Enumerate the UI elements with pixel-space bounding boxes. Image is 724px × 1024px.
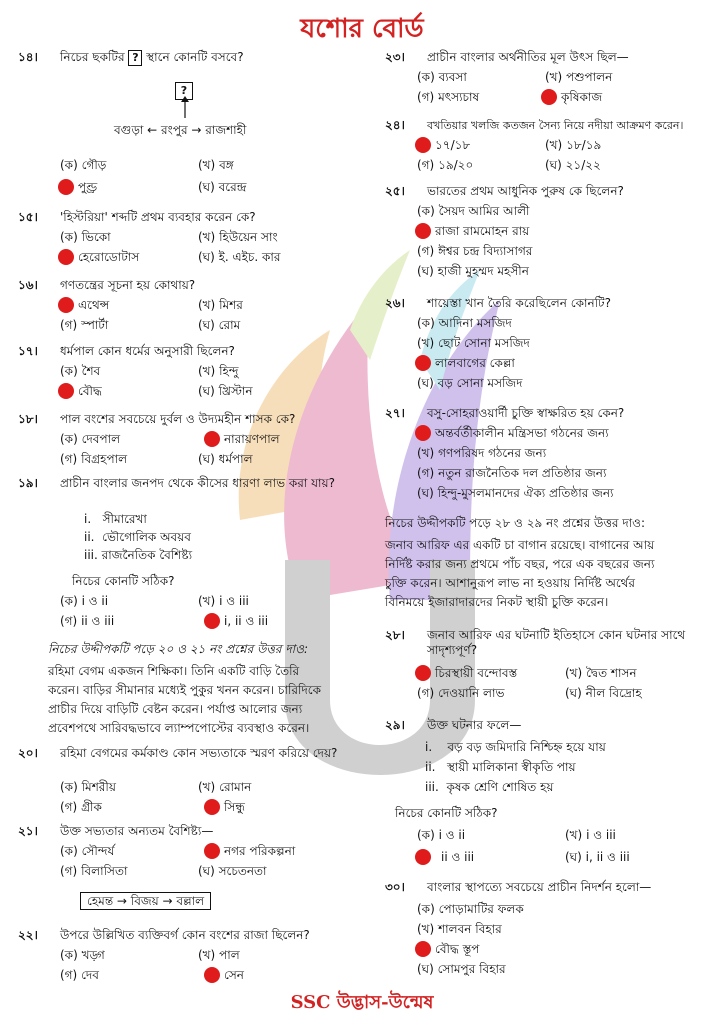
option: (গ) মৎস্যচাষ — [417, 90, 480, 104]
option: (ঘ) বরেন্দ্র — [198, 180, 247, 194]
question-number: ২৩। — [385, 50, 405, 64]
question-text: বাংলার স্থাপত্যে সবচেয়ে প্রাচীন নিদর্শন হলো— — [427, 880, 652, 894]
question-number: ১৬। — [18, 278, 38, 292]
question-text: প্রাচীন বাংলার অর্থনীতির মূল উৎস ছিল— — [427, 50, 629, 64]
question-text: প্রাচীন বাংলার জনপদ থেকে কীসের ধারণা লাভ করা যায়? — [60, 476, 335, 490]
option: (ক) দেবপাল — [60, 432, 121, 446]
option: (ক) সৌন্দর্য — [60, 844, 115, 858]
option: (গ) বিগ্রহপাল — [60, 452, 128, 466]
option: (গ) ঈশ্বর চন্দ্র বিদ্যাসাগর — [417, 244, 533, 258]
option: (ক) গৌড় — [60, 158, 107, 172]
option-answer: বৌদ্ধ স্তূপ — [435, 942, 480, 956]
question-mark-box: ? — [128, 50, 142, 66]
statement-item: iii. কৃষক শ্রেণি শোষিত হয় — [425, 780, 554, 794]
question-text: 'হিস্টরিয়া' শব্দটি প্রথম ব্যবহার করেন কে? — [60, 210, 256, 224]
answer-marker — [415, 223, 431, 239]
option: (ঘ) রোম — [198, 318, 241, 332]
answer-marker — [415, 425, 431, 441]
option-answer: কৃষিকাজ — [561, 90, 603, 104]
option: (ক) মিশরীয় — [60, 780, 116, 794]
question-number: ৩০। — [385, 880, 405, 894]
option: (ঘ) সোমপুর বিহার — [417, 962, 506, 976]
option: (গ) স্পার্টা — [60, 318, 109, 332]
option-answer: সিন্ধু — [224, 800, 245, 814]
option: (ক) i ও ii — [60, 594, 109, 608]
option-answer: i, ii ও iii — [224, 614, 269, 628]
option-answer: বৌদ্ধ — [78, 384, 102, 398]
page-title: যশোর বোর্ড — [300, 14, 424, 44]
question-text: গণতন্ত্রের সূচনা হয় কোথায়? — [60, 278, 196, 292]
question-number: ২৮। — [385, 628, 405, 642]
option: (ঘ) ধর্মপাল — [198, 452, 253, 466]
answer-marker — [415, 355, 431, 371]
stimulus-heading: নিচের উদ্দীপকটি পড়ে ২৮ ও ২৯ নং প্রশ্নের উত্তর দাও: — [385, 516, 645, 530]
option: (ঘ) ই. এইচ. কার — [198, 250, 281, 264]
option: (ক) আদিনা মসজিদ — [417, 316, 512, 330]
diagram-arrow — [18, 50, 363, 170]
diagram-chain: বগুড়া ← রংপুর → রাজশাহী — [114, 123, 247, 137]
answer-marker — [415, 137, 431, 153]
option-answer: সেন — [224, 968, 244, 982]
question-text: নিচের ছকটির ? স্থানে কোনটি বসবে? — [60, 50, 244, 64]
question-text: ধর্মপাল কোন ধর্মের অনুসারী ছিলেন? — [60, 344, 235, 358]
question-number: ১৯। — [18, 476, 38, 490]
option: (খ) বঙ্গ — [198, 158, 234, 172]
option: (খ) ১৮/১৯ — [545, 138, 602, 152]
option: (খ) মিশর — [198, 298, 243, 312]
option: (ঘ) বড় সোনা মসজিদ — [417, 376, 523, 390]
option: (ঘ) i, ii ও iii — [565, 850, 630, 864]
option: (ঘ) নীল বিদ্রোহ — [565, 686, 642, 700]
option: (খ) গণপরিষদ গঠনের জন্য — [417, 446, 547, 460]
answer-marker — [204, 431, 220, 447]
question-text: উক্ত সভ্যতার অন্যতম বৈশিষ্ট্য— — [60, 824, 214, 838]
question-text: রহিমা বেগমের কর্মকাণ্ড কোন সভ্যতাকে স্মরণ করিয়ে দেয়? — [60, 746, 338, 760]
question-number: ১৭। — [18, 344, 38, 358]
prompt-text: নিচের কোনটি সঠিক? — [395, 806, 498, 820]
answer-marker — [58, 297, 74, 313]
question-text: উপরে উল্লিখিত ব্যক্তিবর্গ কোন বংশের রাজা ছিলেন? — [60, 928, 310, 942]
question-number: ২৬। — [385, 296, 405, 310]
answer-marker — [58, 249, 74, 265]
option: (গ) ১৯/২০ — [417, 158, 474, 172]
option-answer: লালবাগের কেল্লা — [435, 356, 515, 370]
question-number: ২৯। — [385, 718, 405, 732]
option-answer: নগর পরিকল্পনা — [224, 844, 296, 858]
option: (ক) সৈয়দ আমির আলী — [417, 204, 530, 218]
option: (ক) খড়্গ — [60, 948, 105, 962]
question-text: জনাব আরিফ এর ঘটনাটি ইতিহাসে কোন ঘটনার সাথে সাদৃশ্যপূর্ণ? — [427, 628, 686, 657]
question-number: ১৮। — [18, 412, 38, 426]
answer-marker — [415, 849, 431, 865]
answer-marker — [415, 665, 431, 681]
option-answer: পুণ্ড্র — [78, 180, 98, 194]
question-number: ২৫। — [385, 184, 405, 198]
option: (গ) ii ও iii — [60, 614, 115, 628]
option: (খ) পশুপালন — [545, 70, 613, 84]
statement-item: ii. ভৌগোলিক অবয়ব — [84, 530, 191, 544]
option: (গ) নতুন রাজনৈতিক দল প্রতিষ্ঠার জন্য — [417, 466, 607, 480]
question-number: ২১। — [18, 824, 38, 838]
option: (ঘ) ২১/২২ — [545, 158, 601, 172]
answer-marker — [415, 941, 431, 957]
statement-item: i. বড় বড় জমিদারি নিশ্চিহ্ন হয়ে যায় — [425, 740, 606, 754]
option-answer: অন্তর্বর্তীকালীন মন্ত্রিসভা গঠনের জন্য — [435, 426, 609, 440]
option: (ক) শৈব — [60, 364, 101, 378]
option-answer: ii ও iii — [441, 850, 475, 864]
question-number: ২০। — [18, 746, 38, 760]
stimulus-paragraph: জনাব আরিফ এর একটি চা বাগান রয়েছে। বাগানের আয় নির্দিষ্ট করার জন্য প্রথমে পাঁচ বছর, পরে এক বছরের জন্য চুক্তি করেন। আশানুরূপ লাভ না হওয়ায় নির্দিষ্ট অর্থের বিনিময়ে ইজারাদারদের নিকট স্থায়ী চুক্তি করেন। — [385, 538, 655, 609]
option: (ঘ) খ্রিস্টান — [198, 384, 253, 398]
question-number: ২৭। — [385, 406, 405, 420]
answer-marker — [204, 843, 220, 859]
option: (গ) গ্রীক — [60, 800, 102, 814]
option-answer: এথেন্স — [78, 298, 110, 312]
question-number: ২৪। — [385, 118, 405, 132]
option: (খ) ছোট সোনা মসজিদ — [417, 336, 530, 350]
question-text: বখতিয়ার খলজি কতজন সৈন্য নিয়ে নদীয়া আক্রমণ করেন। — [427, 119, 684, 132]
answer-marker — [204, 799, 220, 815]
question-number: ১৫। — [18, 210, 38, 224]
option-answer: নারায়ণপাল — [224, 432, 280, 446]
option: (খ) রোমান — [198, 780, 252, 794]
option-answer: রাজা রামমোহন রায় — [435, 224, 530, 238]
answer-marker — [58, 383, 74, 399]
question-number: ১৪। — [18, 50, 38, 64]
option: (ক) পোড়ামাটির ফলক — [417, 902, 524, 916]
option: (গ) বিলাসিতা — [60, 864, 128, 878]
option: (খ) শালবন বিহার — [417, 922, 502, 936]
option: (খ) পাল — [198, 948, 240, 962]
answer-marker — [541, 89, 557, 105]
option: (ঘ) হাজী মুহম্মদ মহসীন — [417, 264, 529, 278]
option: (ক) ব্যবসা — [417, 70, 467, 84]
info-chain-box: হেমন্ত → বিজয় → বল্লাল — [80, 894, 211, 909]
stimulus-heading: নিচের উদ্দীপকটি পড়ে ২০ ও ২১ নং প্রশ্নের উত্তর দাও: — [48, 642, 309, 656]
option: (ক) ভিকো — [60, 230, 111, 244]
answer-marker — [204, 967, 220, 983]
option-answer: হেরোডোটাস — [78, 250, 140, 264]
question-text: বসু-সোহরাওয়ার্দী চুক্তি স্বাক্ষরিত হয় কেন? — [427, 406, 625, 420]
answer-marker — [58, 179, 74, 195]
option: (খ) i ও iii — [198, 594, 249, 608]
option-answer: ১৭/১৮ — [435, 138, 471, 152]
answer-marker — [204, 613, 220, 629]
question-text: পাল বংশের সবচেয়ে দুর্বল ও উদ্যমহীন শাসক কে? — [60, 412, 296, 426]
question-text: উক্ত ঘটনার ফলে— — [427, 718, 522, 732]
option: (ক) i ও ii — [417, 828, 466, 842]
option: (ঘ) হিন্দু-মুসলমানদের ঐক্য প্রতিষ্ঠার জন্য — [417, 486, 614, 500]
diagram-box: ? — [175, 82, 193, 100]
question-number: ২২। — [18, 928, 38, 942]
question-text: শায়েস্তা খান তৈরি করেছিলেন কোনটি? — [427, 296, 611, 310]
option-answer: চিরস্থায়ী বন্দোবস্ত — [435, 666, 518, 680]
option: (ঘ) সচেতনতা — [198, 864, 267, 878]
option: (খ) দ্বৈত শাসন — [565, 666, 637, 680]
statement-item: ii. স্থায়ী মালিকানা স্বীকৃতি পায় — [425, 760, 576, 774]
statement-item: i. সীমারেখা — [84, 512, 147, 526]
footer-brand: SSC উদ্ভাস-উন্মেষ — [290, 992, 434, 1013]
option: (খ) i ও iii — [565, 828, 616, 842]
option: (খ) হিন্দু — [198, 364, 239, 378]
prompt-text: নিচের কোনটি সঠিক? — [72, 574, 175, 588]
option: (গ) দেওয়ানি লাভ — [417, 686, 505, 700]
option: (গ) দেব — [60, 968, 99, 982]
option: (খ) হিউয়েন সাং — [198, 230, 278, 244]
statement-item: iii. রাজনৈতিক বৈশিষ্ট্য — [84, 548, 193, 562]
question-text: ভারতের প্রথম আধুনিক পুরুষ কে ছিলেন? — [427, 184, 624, 198]
stimulus-paragraph: রহিমা বেগম একজন শিক্ষিকা। তিনি একটি বাড়ি তৈরি করেন। বাড়ির সীমানার মধ্যেই পুকুর খনন করেন। চারিদিকে প্রাচীর দিয়ে বাড়িটি বেষ্টন করেন। পর্যাপ্ত আলোর জন্য প্রবেশপথে সারিবদ্ধভাবে ল্যাম্পপোস্টের ব্যবস্থাও করেন। — [48, 664, 321, 735]
